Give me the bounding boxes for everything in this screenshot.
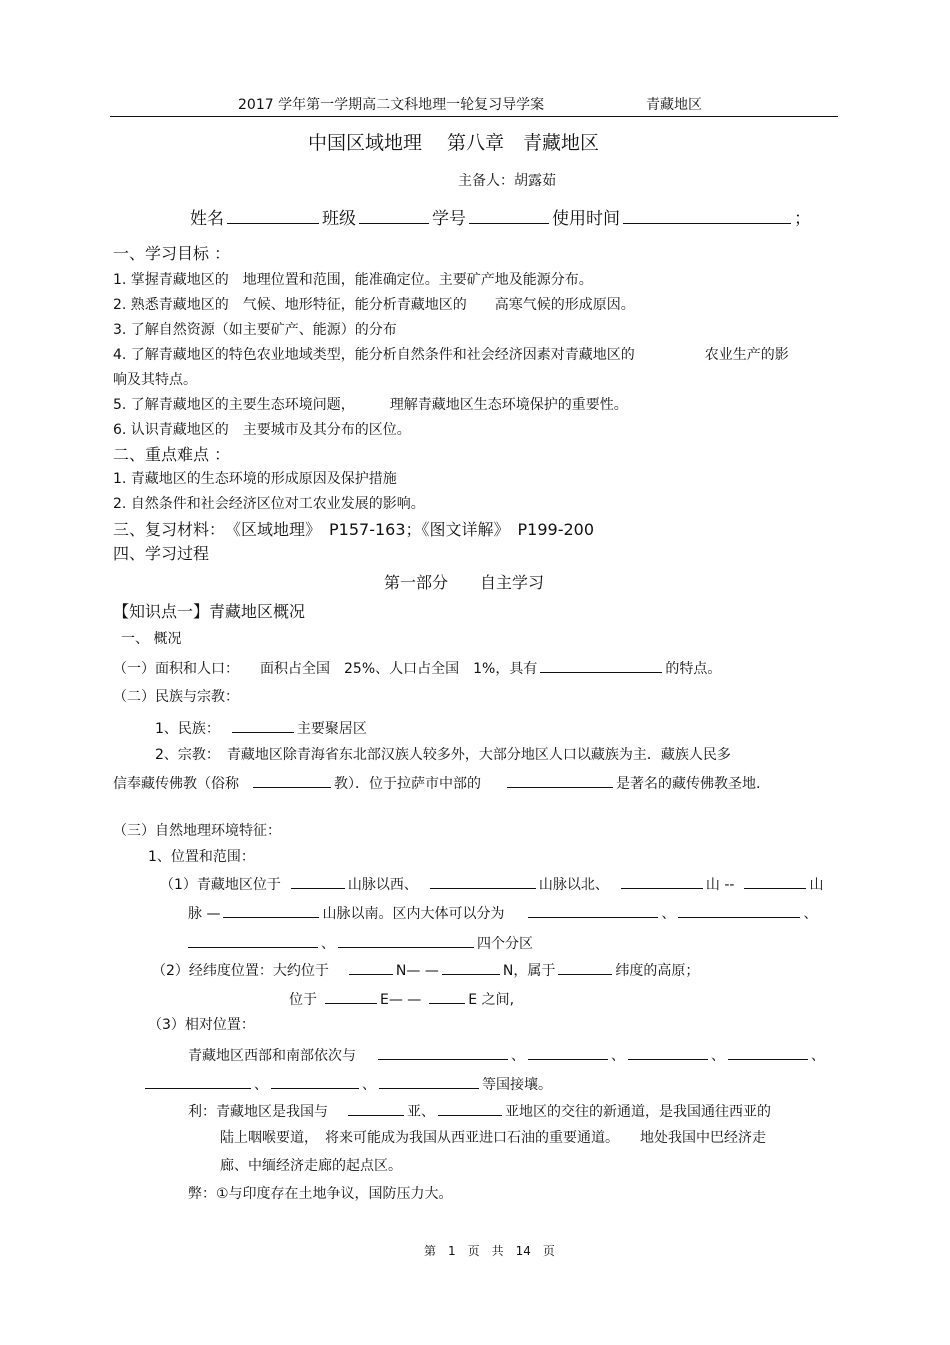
range-sep: 、 <box>803 906 818 922</box>
area-text-end: 的特点。 <box>665 661 722 677</box>
page-footer: 第 1 页 共 14 页 <box>424 1244 555 1258</box>
religion-line-2 <box>113 773 760 793</box>
relative-sep: 、 <box>254 1077 268 1093</box>
lat-blank-3[interactable] <box>558 960 612 975</box>
advantage-line-3: 廊、中缅经济走廊的起点区。 <box>220 1158 402 1174</box>
area-text: （一）面积和人口： 面积占全国 25%、人口占全国 1%，具有 <box>113 661 538 677</box>
ethnic-blank[interactable] <box>232 718 294 733</box>
id-label: 学号 <box>432 209 466 229</box>
lon-blank-2[interactable] <box>429 989 465 1004</box>
relative-sep: 、 <box>611 1048 625 1064</box>
process-heading: 四、学习过程 <box>113 544 210 563</box>
range-text-f: 脉 — <box>188 906 221 922</box>
class-field[interactable] <box>359 209 429 224</box>
religion-text-a: 信奉藏传佛教（俗称 <box>113 776 239 792</box>
neighbor-blank-6[interactable] <box>271 1074 359 1089</box>
range-blank-5[interactable] <box>223 903 319 918</box>
advantage-blank-2[interactable] <box>438 1101 502 1116</box>
ethnic-heading: （二）民族与宗教： <box>113 689 239 705</box>
range-blank-1[interactable] <box>291 874 345 889</box>
key-point-item: 1. 青藏地区的生态环境的形成原因及保护措施 <box>113 471 397 487</box>
range-blank-8[interactable] <box>188 933 318 948</box>
lon-blank-1[interactable] <box>325 989 377 1004</box>
range-text-d: 山 -- <box>705 877 735 893</box>
relative-text: 青藏地区西部和南部依次与 <box>188 1048 356 1064</box>
row-end: ； <box>794 209 811 229</box>
relative-line-2 <box>145 1074 552 1094</box>
area-population-line <box>113 658 721 678</box>
range-text-a: （1）青藏地区位于 <box>160 877 281 893</box>
page-title: 中国区域地理 第八章 青藏地区 <box>308 132 600 154</box>
range-sep: 、 <box>661 906 676 922</box>
latlon-line-1 <box>152 960 699 980</box>
range-sep: 、 <box>321 936 335 952</box>
time-field[interactable] <box>623 209 791 224</box>
range-blank-9[interactable] <box>338 933 474 948</box>
ethnic-text: 主要聚居区 <box>296 721 367 737</box>
part-one-title: 第一部分 自主学习 <box>384 573 545 592</box>
goal-item: 5. 了解青藏地区的主要生态环境问题， 理解青藏地区生态环境保护的重要性。 <box>113 397 628 413</box>
range-text-g: 山脉以南。区内大体可以分为 <box>322 906 505 922</box>
area-blank[interactable] <box>540 658 662 673</box>
relative-sep: 、 <box>711 1048 725 1064</box>
latlon-text-g: E 之间, <box>468 992 515 1008</box>
latlon-text-c: N，属于 <box>502 963 556 979</box>
religion-text-b: 教）．位于拉萨市中部的 <box>334 776 481 792</box>
latlon-text-a: （2）经纬度位置：大约位于 <box>152 963 329 979</box>
range-line-1 <box>160 874 823 894</box>
latlon-text-f: E— — <box>380 992 422 1008</box>
class-label: 班级 <box>322 209 356 229</box>
latlon-text-b: N— — <box>395 963 439 979</box>
key-points-heading: 二、重点难点 ： <box>113 445 231 464</box>
time-label: 使用时间 <box>552 209 620 229</box>
religion-blank-2[interactable] <box>507 773 613 788</box>
goal-item: 2. 熟悉青藏地区的 气候、地形特征，能分析青藏地区的 高寒气候的形成原因。 <box>113 297 635 313</box>
latlon-text-d: 纬度的高原； <box>615 963 700 979</box>
advantage-text-b: 亚、 <box>407 1104 435 1120</box>
range-blank-3[interactable] <box>621 874 703 889</box>
neighbor-blank-3[interactable] <box>628 1045 708 1060</box>
name-label: 姓名 <box>190 209 224 229</box>
range-text-b: 山脉以西、 <box>347 877 418 893</box>
relative-sep: 、 <box>811 1048 825 1064</box>
overview-heading: 一、 概况 <box>121 631 182 647</box>
relative-line-1 <box>188 1045 825 1065</box>
range-blank-6[interactable] <box>528 903 658 918</box>
goals-heading: 一、学习目标 ： <box>113 244 231 263</box>
lat-blank-1[interactable] <box>349 960 393 975</box>
neighbor-blank-7[interactable] <box>379 1074 479 1089</box>
materials-line: 三、复习材料： 《区域地理》 P157-163；《图文详解》 P199-200 <box>113 520 595 539</box>
id-field[interactable] <box>469 209 549 224</box>
advantage-line-2: 陆上咽喉要道， 将来可能成为我国从西亚进口石油的重要通道。 地处我国中巴经济走 <box>220 1130 766 1146</box>
advantage-text-a: 利：青藏地区是我国与 <box>188 1104 328 1120</box>
range-blank-7[interactable] <box>678 903 800 918</box>
key-point-item: 2. 自然条件和社会经济区位对工农业发展的影响。 <box>113 496 425 512</box>
range-text-e: 山 <box>809 877 824 893</box>
relative-heading: （3）相对位置： <box>148 1017 255 1033</box>
goal-item: 1. 掌握青藏地区的 地理位置和范围，能准确定位。主要矿产地及能源分布。 <box>113 272 593 288</box>
religion-text-c: 是著名的藏传佛教圣地. <box>616 776 761 792</box>
neighbor-blank-2[interactable] <box>528 1045 608 1060</box>
range-text-k: 四个分区 <box>477 936 533 952</box>
lat-blank-2[interactable] <box>442 960 500 975</box>
goal-item: 响及其特点。 <box>113 372 197 388</box>
disadvantage-line: 弊：①与印度存在土地争议，国防压力大。 <box>188 1186 453 1202</box>
header-right: 青藏地区 <box>646 97 702 113</box>
position-heading: 1、位置和范围： <box>148 849 255 865</box>
ethnic-line <box>155 718 367 738</box>
advantage-line-1 <box>188 1101 771 1121</box>
range-text-c: 山脉以北、 <box>538 877 609 893</box>
range-blank-2[interactable] <box>430 874 536 889</box>
name-field[interactable] <box>227 209 319 224</box>
range-line-3 <box>188 933 533 953</box>
latlon-text-e: 位于 <box>289 992 317 1008</box>
range-blank-4[interactable] <box>744 874 806 889</box>
latlon-line-2 <box>289 989 514 1009</box>
natural-heading: （三）自然地理环境特征： <box>113 823 281 839</box>
ethnic-label: 1、民族： <box>155 721 220 737</box>
neighbor-blank-1[interactable] <box>378 1045 508 1060</box>
religion-blank-1[interactable] <box>253 773 331 788</box>
relative-sep: 、 <box>362 1077 376 1093</box>
header-rule <box>110 116 838 117</box>
neighbor-blank-4[interactable] <box>728 1045 808 1060</box>
advantage-blank-1[interactable] <box>348 1101 404 1116</box>
goal-item: 3. 了解自然资源（如主要矿产、能源）的分布 <box>113 322 397 338</box>
preparer: 主备人：胡露茹 <box>458 173 556 189</box>
goal-item: 6. 认识青藏地区的 主要城市及其分布的区位。 <box>113 422 411 438</box>
neighbor-blank-5[interactable] <box>145 1074 251 1089</box>
religion-line-1: 2、宗教： 青藏地区除青海省东北部汉族人较多外，大部分地区人口以藏族为主．藏族人民多 <box>155 747 731 763</box>
knowledge-point-1: 【知识点一】青藏地区概况 <box>113 602 306 621</box>
header-left: 2017 学年第一学期高二文科地理一轮复习导学案 <box>238 97 545 113</box>
advantage-text-c: 亚地区的交往的新通道，是我国通往西亚的 <box>505 1104 771 1120</box>
goal-item: 4. 了解青藏地区的特色农业地域类型，能分析自然条件和社会经济因素对青藏地区的 农业生产的影 <box>113 347 789 363</box>
student-info-row <box>190 208 811 230</box>
range-line-2 <box>188 903 817 923</box>
relative-end: 等国接壤。 <box>482 1077 552 1093</box>
relative-sep: 、 <box>511 1048 525 1064</box>
